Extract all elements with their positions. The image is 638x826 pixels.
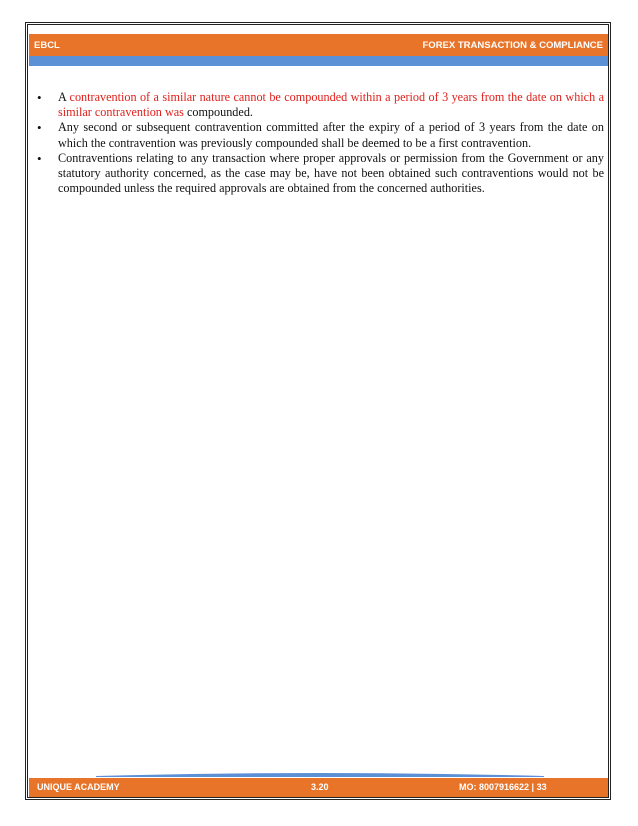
header-bar <box>29 34 608 56</box>
footer-page-number: 3.20 <box>311 782 329 792</box>
header-left-text: EBCL <box>34 39 60 51</box>
bullet-list <box>34 90 604 196</box>
footer-left-text: UNIQUE ACADEMY <box>37 782 120 792</box>
footer-decorative-line <box>96 771 544 778</box>
page-content <box>34 90 604 196</box>
bullet-1-segment-1: A <box>58 90 70 104</box>
list-item <box>34 120 604 150</box>
bullet-3-text: Contraventions relating to any transaction where proper approvals or permission from the Government or any statutory authority concerned, as the case may be, have not been obtained such contraventions would not be compounded unless the required approvals are obtained from the concerned authorities. <box>58 150 604 196</box>
bullet-1-segment-2-highlight: contravention of a similar nature cannot be compounded within a period of 3 years from the date on which a similar contravention was <box>58 90 604 120</box>
header-right-text: FOREX TRANSACTION & COMPLIANCE <box>422 39 603 51</box>
list-item <box>34 151 604 197</box>
bullet-1-segment-3: compounded. <box>183 105 253 120</box>
footer-bar <box>29 778 608 797</box>
footer-right-text: MO: 8007916622 | 33 <box>459 782 547 792</box>
list-item <box>34 90 604 120</box>
bullet-2-text: Any second or subsequent contravention committed after the expiry of a period of 3 years from the date on which the contravention was previously compounded shall be deemed to be a first contravention. <box>58 120 604 150</box>
header-underline <box>29 56 608 66</box>
